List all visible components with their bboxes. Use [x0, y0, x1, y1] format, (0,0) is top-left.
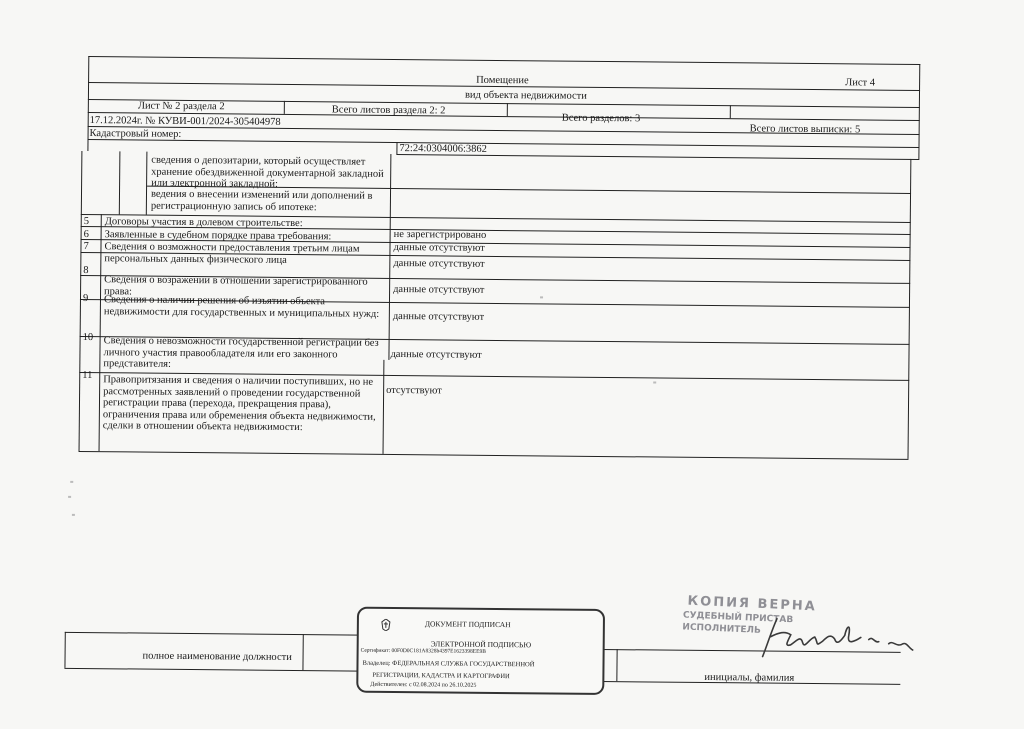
handwritten-signature: [757, 612, 917, 664]
cadastral-value: 72:24:0304006:3862: [399, 143, 488, 155]
stamp-cert: Сертификат: 00F0D0C181A8328b4397E1623398EE9B: [360, 647, 486, 655]
row-number: 7: [83, 240, 89, 253]
row-value: данные отсутствуют: [393, 283, 485, 296]
row-value: данные отсутствуют: [392, 310, 485, 323]
sheet-number: Лист 4: [845, 77, 876, 89]
total-sheets-extract: Всего листов выписки: 5: [749, 123, 861, 136]
row-number: 8: [83, 264, 89, 277]
stamp-valid: Действителен: с 02.08.2024 по 26.10.2025: [370, 681, 477, 689]
position-label: полное наименование должности: [142, 650, 292, 664]
row-value: данные отсутствуют: [390, 348, 482, 361]
sub-row-label: ведения о внесении изменений или дополнений в регистрационную запись об ипотеке:: [150, 188, 373, 213]
row-number: 9: [82, 292, 89, 305]
stamp-owner2: РЕГИСТРАЦИИ, КАДАСТРА И КАРТОГРАФИИ: [372, 671, 510, 681]
row-label: Заявленные в судебном порядке права требования:: [104, 229, 332, 243]
section-title: Помещение: [476, 74, 529, 87]
row-label: Сведения о возражении в отношении зарегистрированного права:: [104, 274, 368, 297]
object-type: вид объекта недвижимости: [464, 89, 587, 102]
stamp-line2: ЭЛЕКТРОННОЙ ПОДПИСЬЮ: [430, 639, 532, 650]
row-number: 5: [83, 216, 90, 228]
copy-stamp-line3: ИСПОЛНИТЕЛЬ: [682, 622, 762, 636]
sheet-of-section: Лист № 2 раздела 2: [137, 100, 225, 113]
date-number: 17.12.2024г. № КУВИ-001/2024-305404978: [89, 115, 281, 128]
sub-row-label: сведения о депозитарии, который осуществляет хранение обездвиженной документарной закладной или электронной закладной:: [151, 154, 384, 190]
row-value: данные отсутствуют: [393, 241, 485, 254]
row-value: отсутствуют: [386, 384, 442, 397]
total-sections: Всего разделов: 3: [561, 112, 641, 125]
row-label: Сведения о невозможности государственной регистрации без личного участия правообладателя или его законного представителя:: [103, 335, 379, 370]
row-label: Сведения о возможности предоставления третьим лицам персональных данных физического лица: [104, 241, 360, 266]
stamp-owner: Владелец: ФЕДЕРАЛЬНАЯ СЛУЖБА ГОСУДАРСТВЕННОЙ: [362, 659, 535, 669]
row-value: не зарегистрировано: [393, 228, 487, 241]
row-value: данные отсутствуют: [393, 257, 485, 270]
row-label: Сведения о наличии решения об изъятии объекта недвижимости для государственных и муниципальных нужд:: [103, 294, 380, 320]
row-number: 10: [82, 331, 94, 344]
copy-stamp-line2: СУДЕБНЫЙ ПРИСТАВ: [682, 610, 794, 626]
cadastral-label: Кадастровый номер:: [89, 128, 182, 140]
total-sheets-section: Всего листов раздела 2: 2: [331, 104, 446, 117]
emblem-icon: [381, 619, 391, 631]
copy-stamp-line1: КОПИЯ ВЕРНА: [687, 593, 818, 615]
e-signature-stamp: [356, 607, 605, 695]
name-label: инициалы, фамилия: [704, 671, 795, 684]
row-number: 11: [82, 369, 93, 382]
stamp-line1: ДОКУМЕНТ ПОДПИСАН: [424, 619, 511, 630]
row-label: Договоры участия в долевом строительстве:: [104, 216, 303, 230]
row-label: Правопритязания и сведения о наличии поступивших, но не рассмотренных заявлений о проведении государственной регистрации права (перехода, прекращения права), ограничения права или обременения объекта недвижимости, сделки в отношении объекта недвижимости:: [102, 374, 376, 434]
row-number: 6: [83, 229, 89, 241]
